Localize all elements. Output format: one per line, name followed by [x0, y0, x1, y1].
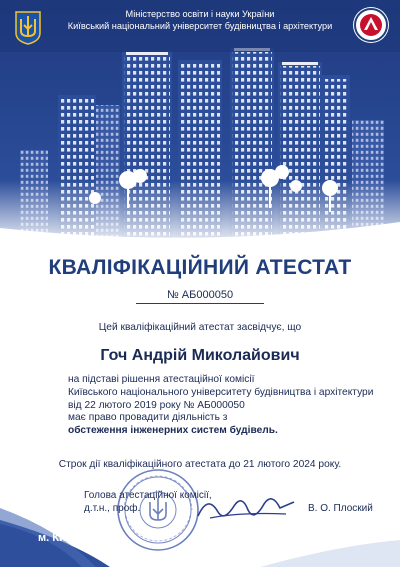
coat-of-arms-icon — [15, 11, 41, 45]
ministry-name: Міністерство освіти і науки України — [125, 9, 275, 19]
body-line: від 22 лютого 2019 року № АБ000050 — [68, 399, 245, 411]
body-line: має право провадити діяльність з — [68, 412, 228, 424]
validity-line: Строк дії кваліфікаційного атестата до 21 лютого 2024 року. — [58, 459, 342, 470]
signer-role-line: д.т.н., проф. — [84, 502, 141, 514]
holder-name: Гоч Андрій Миколайович — [100, 347, 300, 364]
university-name: Київський національний університет будівництва і архітектури — [67, 21, 333, 31]
university-logo-icon — [352, 6, 390, 44]
signer-role-line: Голова атестаційної комісії, — [84, 490, 212, 501]
number-underline — [136, 303, 264, 304]
activity-scope: обстеження інженерних систем будівель. — [68, 425, 278, 437]
body-line: Київського національного університету будівництва і архітектури — [68, 386, 374, 398]
issue-city: м. Київ — [38, 532, 76, 544]
certificate-title: КВАЛІФІКАЦІЙНИЙ АТЕСТАТ — [48, 256, 352, 279]
certifies-line: Цей кваліфікаційний атестат засвідчує, що — [98, 322, 302, 333]
signer-role — [84, 490, 212, 515]
body-line: на підставі рішення атестаційної комісії — [68, 374, 255, 385]
header — [52, 8, 348, 32]
certificate-number: № АБ000050 — [166, 289, 234, 301]
certificate-body — [68, 374, 394, 438]
signer-name: В. О. Плоский — [308, 503, 373, 514]
